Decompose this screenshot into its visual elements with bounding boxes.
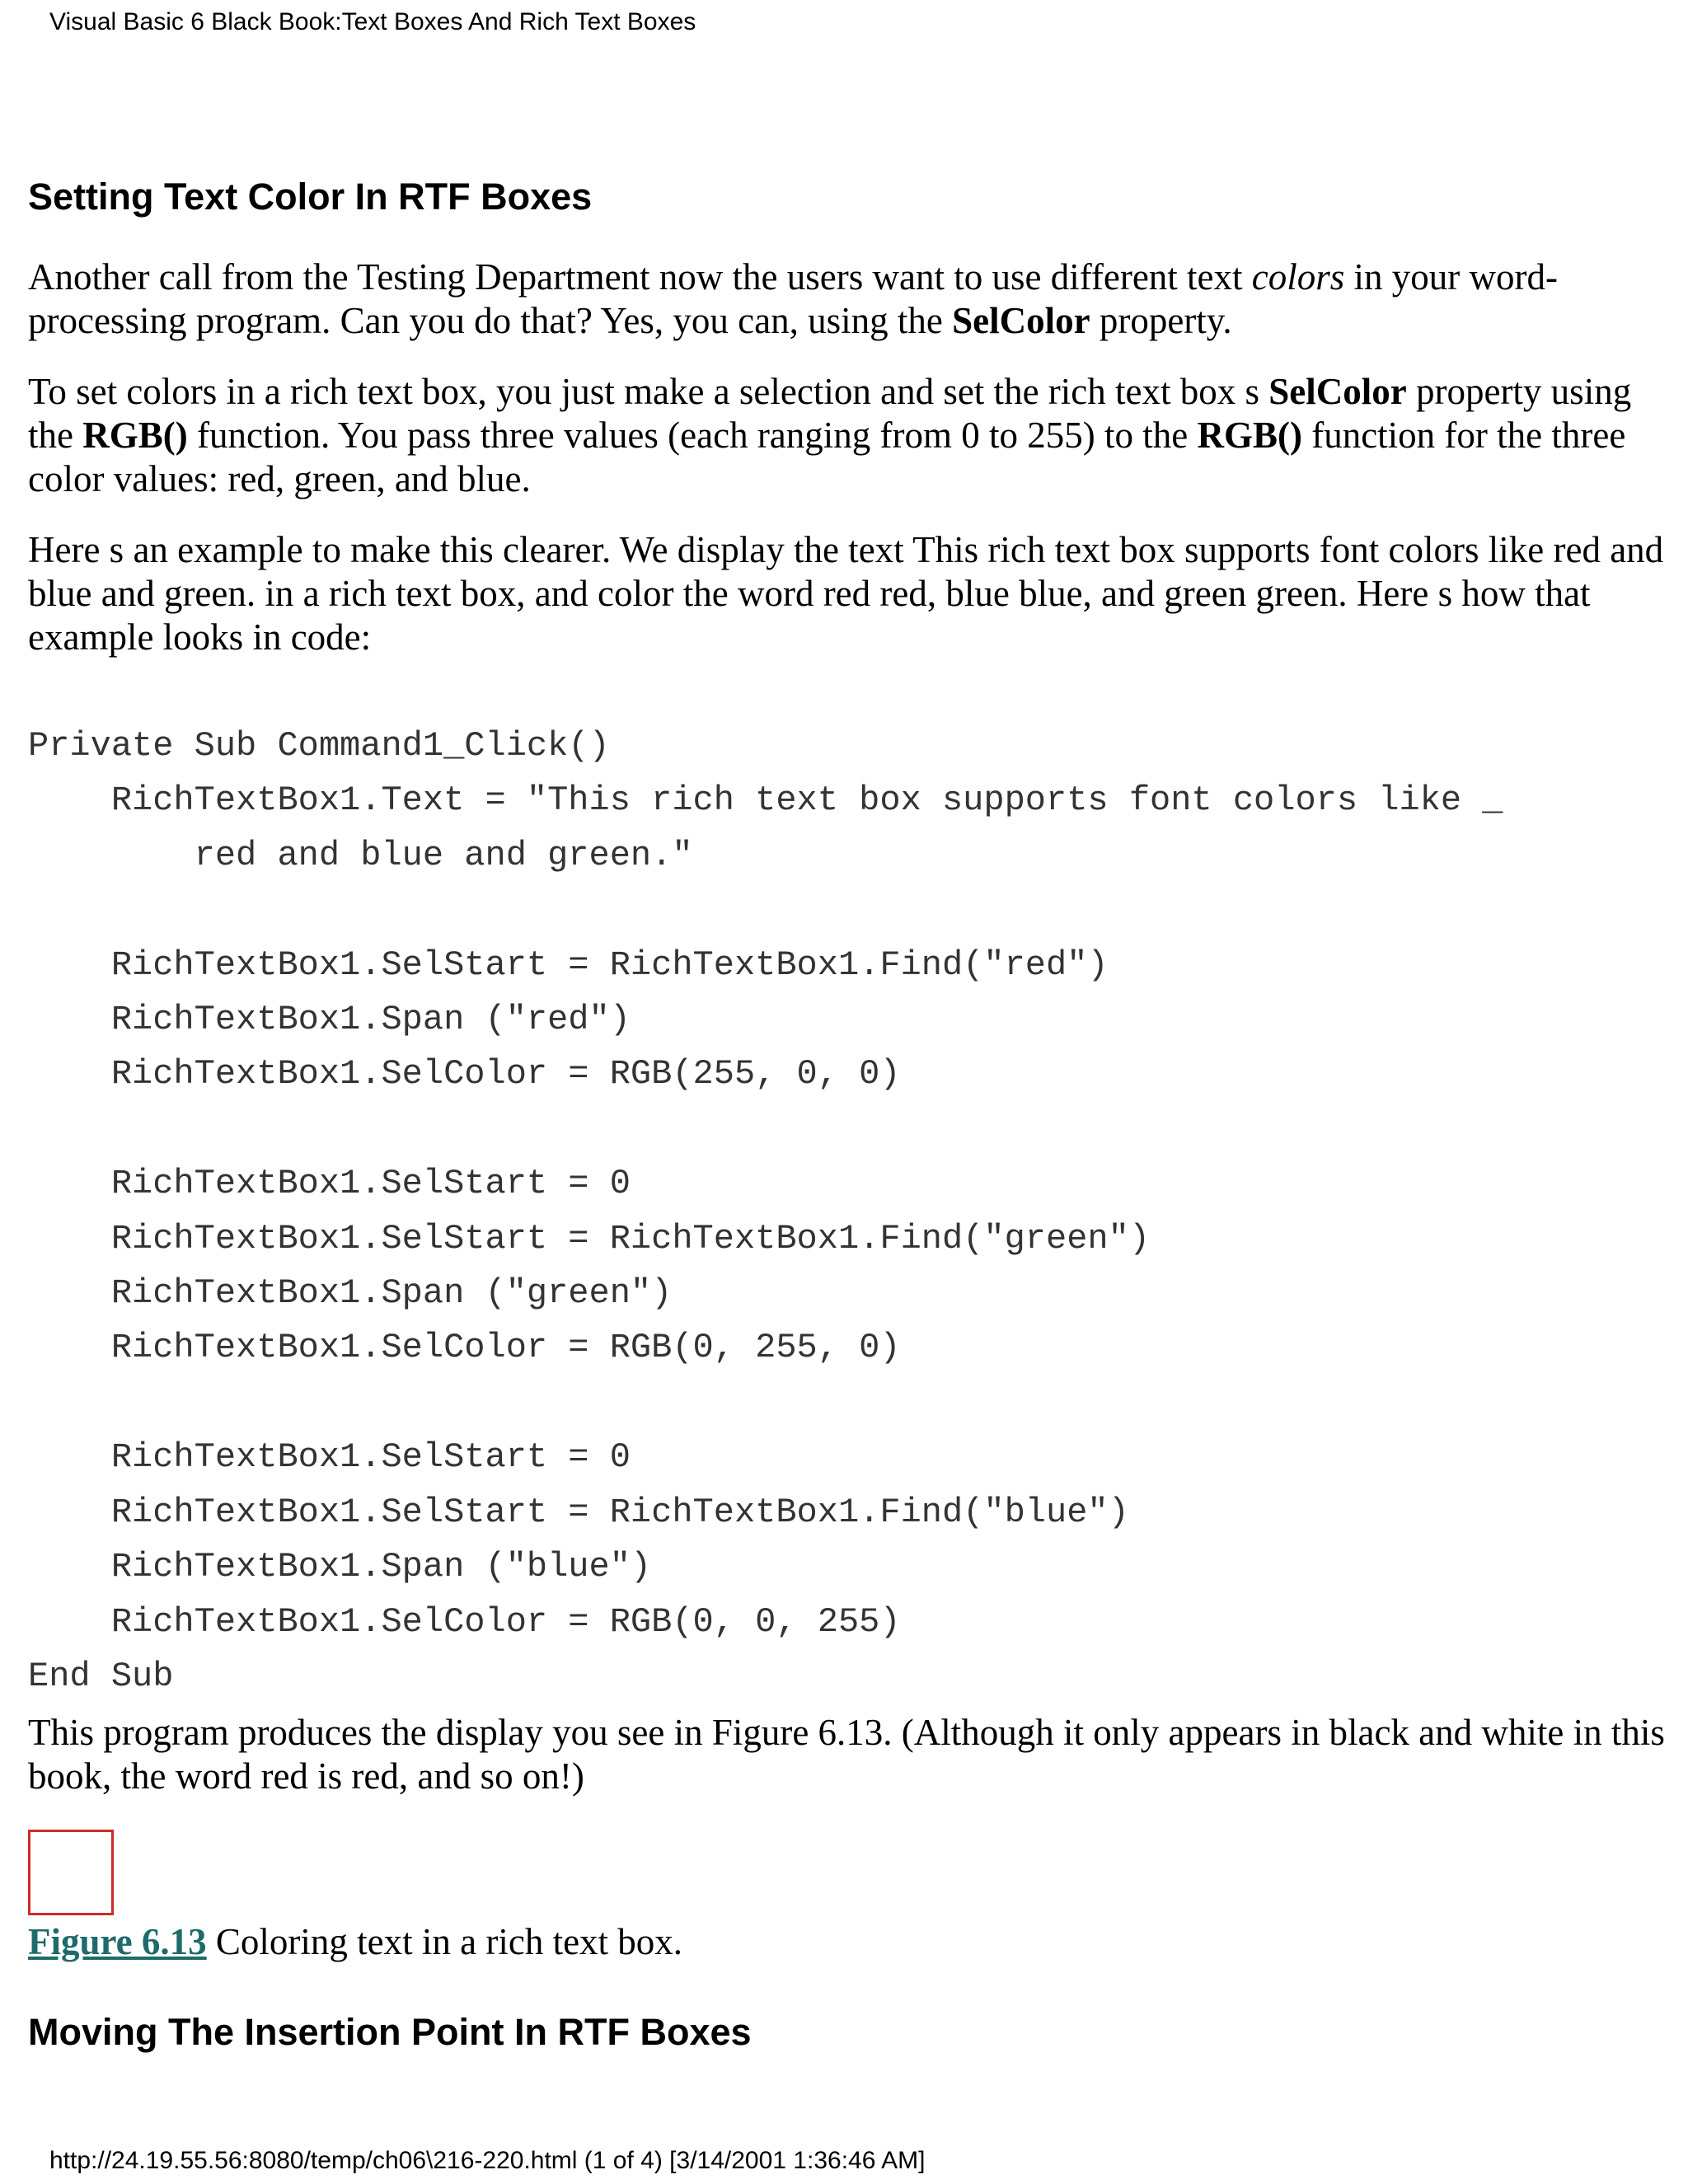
figure-image-placeholder — [28, 1830, 114, 1915]
paragraph-example-intro: Here s an example to make this clearer. We display the text This rich text box supports font colors like red and blue and green. in a rich text box, and color the word red red, blue blue, and green green. Here s how that example looks in code: — [28, 529, 1664, 658]
figure-caption-text: Coloring text in a rich text box. — [206, 1921, 683, 1963]
main-content — [28, 175, 1668, 2055]
para2-text-7: function for the three color values: red, green, and blue. — [28, 415, 1626, 499]
code-listing: Private Sub Command1_Click() RichTextBox1.Text = "This rich text box supports font colors like _ red and blue and green." RichTextBox1.SelStart = RichTextBox1.Find("red") RichTextBox1.Span ("red") RichTextBox1.SelColor = RGB(255, 0, 0) RichTextBox1.SelStart = 0 RichTextBox1.SelStart = RichTextBox1.Find("green") RichTextBox1.Span ("green") RichTextBox1.SelColor = RGB(0, 255, 0) RichTextBox1.SelStart = 0 RichTextBox1.SelStart = RichTextBox1.Find("blue") RichTextBox1.Span ("blue") RichTextBox1.SelColor = RGB(0, 0, 255) End Sub — [28, 726, 1503, 1696]
section-heading-text-color: Setting Text Color In RTF Boxes — [28, 176, 593, 218]
page-header: Visual Basic 6 Black Book:Text Boxes And Rich Text Boxes — [49, 8, 696, 35]
para1-italic-colors: colors — [1251, 256, 1345, 298]
para2-text-3: property using the — [28, 371, 1632, 456]
para2-text-1: To set colors in a rich text box, you just make a selection and set the rich text box s — [28, 371, 1269, 412]
paragraph-rgb-explanation — [28, 370, 1668, 501]
para2-bold-rgb-1: RGB() — [82, 415, 188, 456]
para2-bold-selcolor: SelColor — [1268, 371, 1407, 412]
para2-bold-rgb-2: RGB() — [1197, 415, 1302, 456]
paragraph-figure-reference: This program produces the display you see in Figure 6.13. (Although it only appears in black and white in this book, the word red is red, and so on!) — [28, 1712, 1665, 1797]
para1-text-3: in your word-processing program. Can you do that? Yes, you can, using the — [28, 256, 1558, 341]
figure-link[interactable]: Figure 6.13 — [28, 1921, 207, 1963]
paragraph-intro — [28, 255, 1668, 343]
para2-text-5: function. You pass three values (each ranging from 0 to 255) to the — [187, 415, 1198, 456]
figure-caption — [28, 1920, 1668, 1964]
section-heading-insertion-point: Moving The Insertion Point In RTF Boxes — [28, 2011, 752, 2054]
para1-bold-selcolor: SelColor — [952, 300, 1090, 341]
para1-text-1: Another call from the Testing Department now the users want to use different text — [28, 256, 1252, 298]
page-footer: http://24.19.55.56:8080/temp/ch06\216-220.html (1 of 4) [3/14/2001 1:36:46 AM] — [49, 2147, 926, 2174]
para1-text-5: property. — [1090, 300, 1232, 341]
